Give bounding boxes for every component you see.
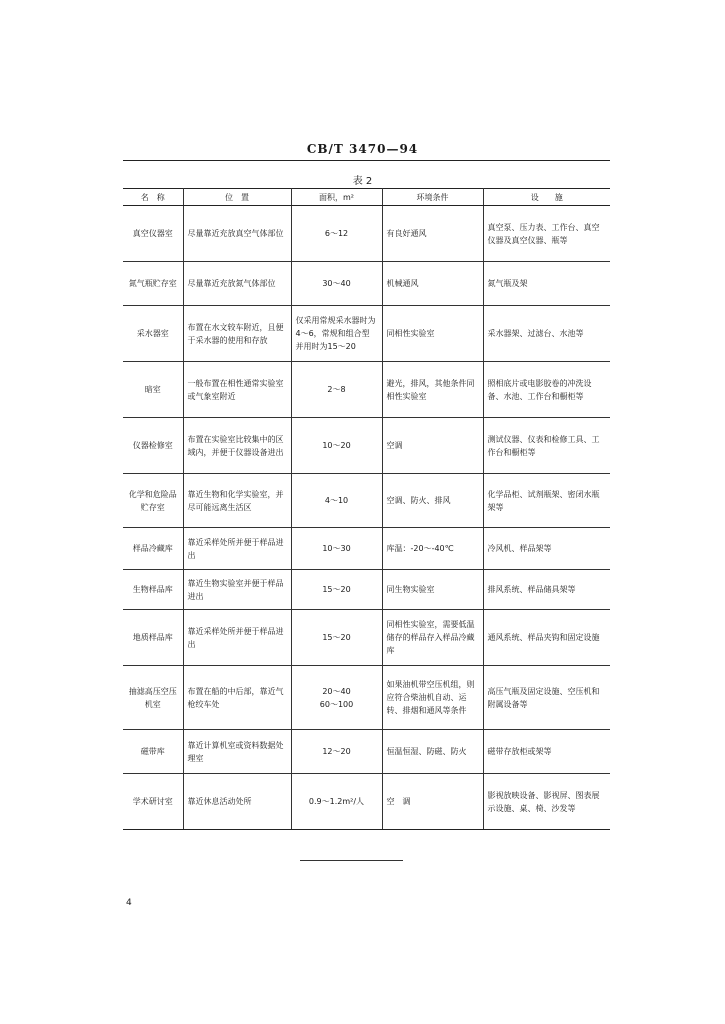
- cell-environment: 恒温恒湿、防磁、防火: [382, 730, 483, 774]
- cell-environment: 同相性实验室，需要低温储存的样品存入样品冷藏库: [382, 610, 483, 666]
- cell-location: 靠近生物和化学实验室，并尽可能远离生活区: [183, 474, 291, 528]
- cell-facilities: 氮气瓶及架: [483, 262, 610, 306]
- cell-area: 10～20: [291, 418, 382, 474]
- table-row: [123, 362, 610, 418]
- cell-area: 20～40 60～100: [291, 666, 382, 730]
- cell-facilities: 磁带存放柜或架等: [483, 730, 610, 774]
- cell-location: 靠近休息活动处所: [183, 774, 291, 830]
- cell-facilities: 通风系统、样品夹钩和固定设施: [483, 610, 610, 666]
- column-header-facilities: 设 施: [483, 189, 610, 206]
- cell-environment: 空调、防火、排风: [382, 474, 483, 528]
- cell-location: 靠近采样处所并便于样品进出: [183, 528, 291, 570]
- cell-facilities: 化学品柜、试剂瓶架、密闭水瓶架等: [483, 474, 610, 528]
- cell-name: 真空仪器室: [123, 206, 183, 262]
- cell-location: 尽量靠近充放氮气体部位: [183, 262, 291, 306]
- cell-area: 10～30: [291, 528, 382, 570]
- cell-location: 布置在水文较车附近，且便于采水器的使用和存放: [183, 306, 291, 362]
- cell-environment: 库温：-20～-40℃: [382, 528, 483, 570]
- column-header-name: 名 称: [123, 189, 183, 206]
- cell-facilities: 高压气瓶及固定设施、空压机和附属设备等: [483, 666, 610, 730]
- cell-environment: 如果油机带空压机组，则应符合柴油机自动、运转、排烟和通风等条件: [382, 666, 483, 730]
- cell-name: 仪器检修室: [123, 418, 183, 474]
- cell-area: 0.9～1.2m²/人: [291, 774, 382, 830]
- cell-facilities: 采水器架、过滤台、水池等: [483, 306, 610, 362]
- cell-environment: 空 调: [382, 774, 483, 830]
- cell-area: 2～8: [291, 362, 382, 418]
- table-row: [123, 610, 610, 666]
- cell-area: 6～12: [291, 206, 382, 262]
- table-row: [123, 474, 610, 528]
- cell-facilities: 真空泵、压力表、工作台、真空仪器及真空仪器、瓶等: [483, 206, 610, 262]
- header-rule: [123, 160, 610, 161]
- cell-facilities: 测试仪器、仪表和检修工具、工作台和橱柜等: [483, 418, 610, 474]
- cell-location: 靠近采样处所并便于样品进出: [183, 610, 291, 666]
- cell-environment: 同相性实验室: [382, 306, 483, 362]
- cell-area: 30～40: [291, 262, 382, 306]
- cell-facilities: 排风系统、样品储具架等: [483, 570, 610, 610]
- table-row: [123, 262, 610, 306]
- table-row: [123, 774, 610, 830]
- column-header-area: 面积，m²: [291, 189, 382, 206]
- column-header-location: 位 置: [183, 189, 291, 206]
- cell-environment: 空调: [382, 418, 483, 474]
- cell-facilities: 影视放映设备、影视屏、图表展示设施、桌、椅、沙发等: [483, 774, 610, 830]
- cell-name: 抽滤高压空压机室: [123, 666, 183, 730]
- cell-area: 15～20: [291, 570, 382, 610]
- cell-name: 样品冷藏库: [123, 528, 183, 570]
- page-number: 4: [126, 898, 132, 908]
- cell-name: 暗室: [123, 362, 183, 418]
- table-row: [123, 570, 610, 610]
- cell-name: 采水器室: [123, 306, 183, 362]
- cell-location: 一般布置在相性通常实验室或气象室附近: [183, 362, 291, 418]
- column-header-environment: 环境条件: [382, 189, 483, 206]
- cell-facilities: 冷风机、样品架等: [483, 528, 610, 570]
- cell-name: 地质样品库: [123, 610, 183, 666]
- cell-area: 4～10: [291, 474, 382, 528]
- cell-area: 12～20: [291, 730, 382, 774]
- cell-name: 化学和危险品贮存室: [123, 474, 183, 528]
- cell-name: 氮气瓶贮存室: [123, 262, 183, 306]
- cell-name: 生物样品库: [123, 570, 183, 610]
- cell-environment: 同生物实验室: [382, 570, 483, 610]
- cell-facilities: 照相底片或电影胶卷的冲洗设备、水池、工作台和橱柜等: [483, 362, 610, 418]
- table-row: [123, 418, 610, 474]
- cell-area: 仅采用常规采水器时为4～6，常规和组合型并用时为15～20: [291, 306, 382, 362]
- table-row: [123, 306, 610, 362]
- cell-location: 靠近计算机室或资料数据处理室: [183, 730, 291, 774]
- cell-environment: 机械通风: [382, 262, 483, 306]
- cell-environment: 避光，排风，其他条件同相性实验室: [382, 362, 483, 418]
- table-header-row: [123, 189, 610, 206]
- table-row: [123, 730, 610, 774]
- cell-location: 尽量靠近充放真空气体部位: [183, 206, 291, 262]
- cell-name: 学术研讨室: [123, 774, 183, 830]
- table-row: [123, 206, 610, 262]
- cell-location: 布置在船的中后部，靠近气枪绞车处: [183, 666, 291, 730]
- cell-environment: 有良好通风: [382, 206, 483, 262]
- cell-location: 布置在实验室比较集中的区域内，并便于仪器设备进出: [183, 418, 291, 474]
- facilities-table: [123, 188, 610, 830]
- cell-area: 15～20: [291, 610, 382, 666]
- cell-location: 靠近生物实验室并便于样品进出: [183, 570, 291, 610]
- footer-rule: [300, 860, 403, 861]
- table-row: [123, 666, 610, 730]
- table-row: [123, 528, 610, 570]
- standard-code-header: CB/T 3470—94: [306, 142, 419, 156]
- table-title: 表 2: [352, 176, 373, 187]
- cell-name: 磁带库: [123, 730, 183, 774]
